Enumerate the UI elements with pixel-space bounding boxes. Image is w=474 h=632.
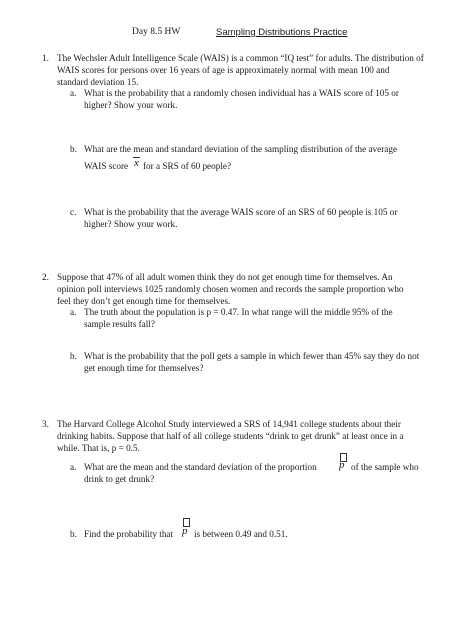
q2a-label: a. (70, 307, 77, 317)
q1c-label: c. (70, 207, 77, 217)
q2-number: 2. (42, 272, 49, 282)
q1a-line-2: higher? Show your work. (84, 100, 178, 110)
q1-number: 1. (42, 53, 49, 63)
q3-line-1: The Harvard College Alcohol Study interviewed a SRS of 14,941 college students about their (57, 419, 401, 429)
q2b-line-1: What is the probability that the poll gets a sample in which fewer than 45% say they do not (84, 351, 420, 361)
q2b-label: b. (70, 351, 77, 361)
q3b-line-pre: Find the probability that (84, 529, 174, 539)
header-day: Day 8.5 HW (132, 27, 181, 37)
q1-line-1: The Wechsler Adult Intelligence Scale (WAIS) is a common “IQ test” for adults. The distribution of (57, 53, 424, 63)
q3a-line-1-pre: What are the mean and the standard deviation of the proportion (84, 462, 317, 472)
q1c-line-1: What is the probability that the average WAIS score of an SRS of 60 people is 105 or (84, 207, 398, 217)
page-title: Sampling Distributions Practice (216, 27, 348, 38)
q2a-line-1: The truth about the population is p = 0.47. In what range will the middle 95% of the (84, 307, 393, 317)
q2b-line-2: get enough time for themselves? (84, 363, 204, 373)
q3b-label: b. (70, 529, 77, 539)
q3b-line-post: is between 0.49 and 0.51. (194, 529, 288, 539)
q1b-label: b. (70, 144, 77, 154)
q3-line-3: while. That is, p = 0.5. (57, 443, 140, 453)
q3a-label: a. (70, 462, 77, 472)
x-bar-symbol: x (134, 157, 139, 169)
q1a-line-1: What is the probability that a randomly chosen individual has a WAIS score of 105 or (84, 88, 399, 98)
q2-line-1: Suppose that 47% of all adult women think they do not get enough time for themselves. An (57, 272, 393, 282)
q2-line-3: feel they don’t get enough time for themselves. (57, 296, 231, 306)
q1-line-2: WAIS scores for persons over 16 years of age is approximately normal with mean 100 and (57, 65, 390, 75)
p-hat-symbol-2: p (182, 525, 188, 537)
q1c-line-2: higher? Show your work. (84, 219, 178, 229)
q2a-line-2: sample results fall? (84, 319, 155, 329)
q3-line-2: drinking habits. Suppose that half of all college students “drink to get drunk” at least once in a (57, 431, 404, 441)
q1b-line-1: What are the mean and standard deviation of the sampling distribution of the average (84, 144, 398, 154)
q1-line-3: standard deviation 15. (57, 77, 139, 87)
p-hat-symbol: p (339, 459, 345, 471)
q3a-line-2: drink to get drunk? (84, 474, 155, 484)
q3-number: 3. (42, 419, 49, 429)
q3a-line-1-post: of the sample who (351, 462, 419, 472)
q1a-label: a. (70, 88, 77, 98)
q1b-line-2-post: for a SRS of 60 people? (143, 161, 232, 171)
q2-line-2: opinion poll interviews 1025 randomly chosen women and records the sample proportion who (57, 284, 404, 294)
q1b-line-2-pre: WAIS score (84, 161, 129, 171)
